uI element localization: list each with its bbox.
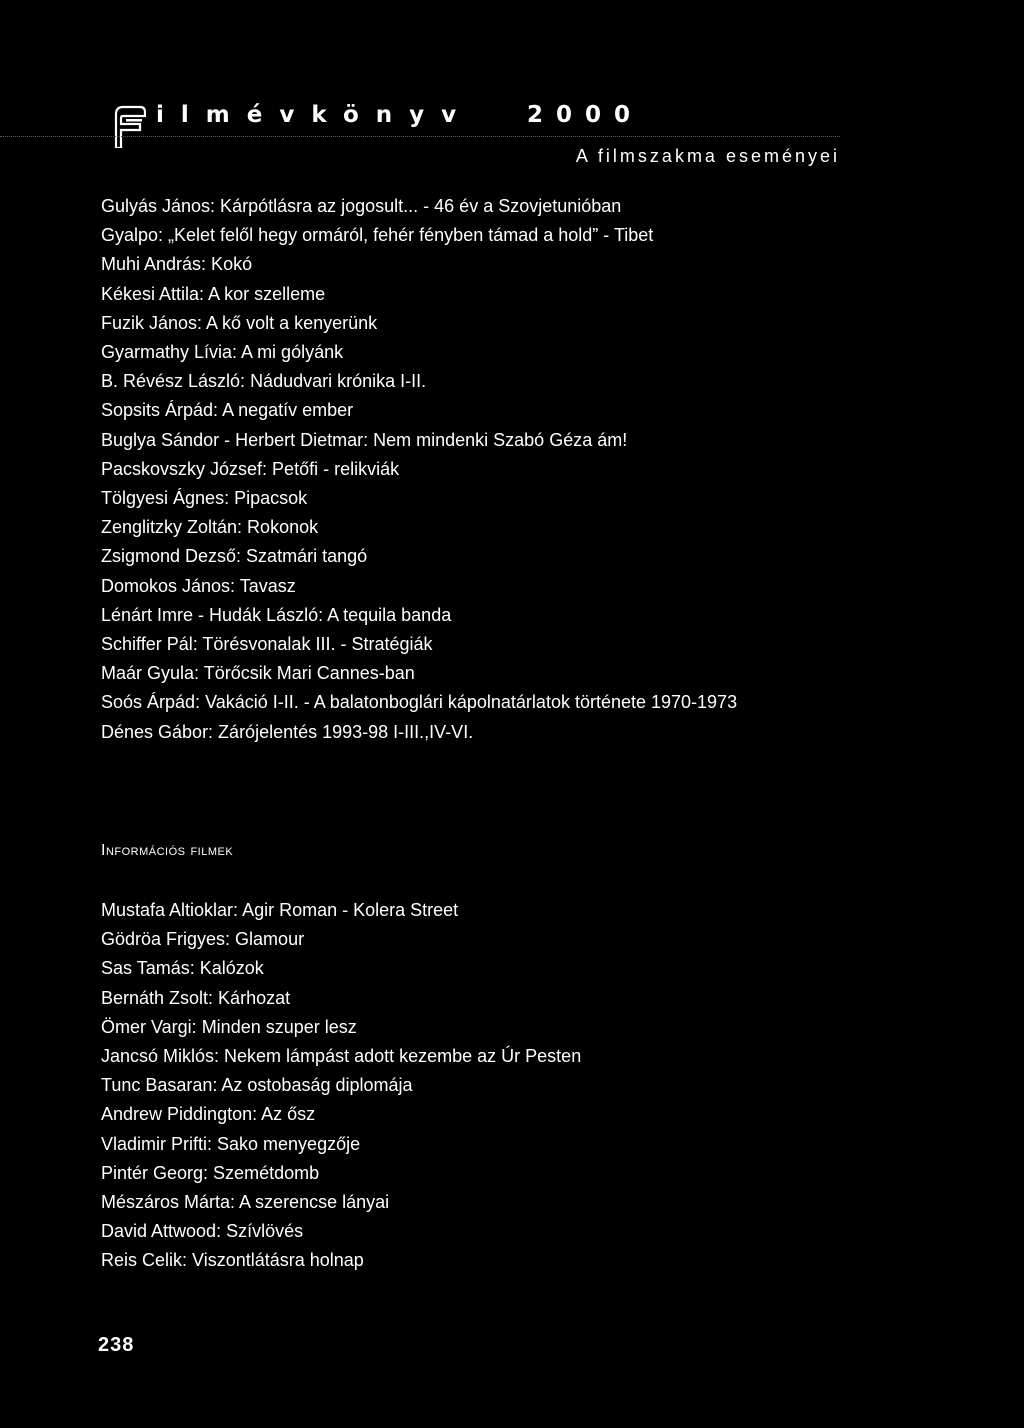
list-item: Pintér Georg: Szemétdomb bbox=[101, 1162, 320, 1183]
list-item: Muhi András: Kokó bbox=[101, 254, 253, 275]
list-item: Ömer Vargi: Minden szuper lesz bbox=[101, 1016, 357, 1037]
list-item: Gyalpo: „Kelet felől hegy ormáról, fehér fényben támad a hold” - Tibet bbox=[101, 225, 654, 246]
list-item: Gödröa Frigyes: Glamour bbox=[101, 929, 305, 950]
film-list bbox=[101, 192, 841, 747]
section-heading-information-films: Információs filmek bbox=[101, 842, 234, 859]
list-item: Mustafa Altioklar: Agir Roman - Kolera Street bbox=[101, 900, 459, 920]
page-number: 238 bbox=[98, 1334, 135, 1356]
list-item: Andrew Piddington: Az ősz bbox=[101, 1104, 316, 1125]
list-item: Kékesi Attila: A kor szelleme bbox=[101, 283, 326, 304]
header-subtitle: A filmszakma eseményei bbox=[575, 146, 840, 166]
list-item: Dénes Gábor: Zárójelentés 1993-98 I-III.,IV-VI. bbox=[101, 721, 474, 742]
logo-wordmark: ilmévkönyv bbox=[156, 102, 474, 128]
list-item: Reis Celik: Viszontlátásra holnap bbox=[101, 1250, 364, 1271]
list-item: Buglya Sándor - Herbert Dietmar: Nem mindenki Szabó Géza ám! bbox=[101, 429, 628, 450]
list-item: Sopsits Árpád: A negatív ember bbox=[101, 400, 354, 421]
list-item: Lénárt Imre - Hudák László: A tequila banda bbox=[101, 604, 452, 625]
list-item: Domokos János: Tavasz bbox=[101, 575, 296, 596]
list-item: Gyarmathy Lívia: A mi gólyánk bbox=[101, 342, 344, 363]
list-item: Zsigmond Dezső: Szatmári tangó bbox=[101, 546, 368, 567]
list-item: Pacskovszky József: Petőfi - relikviák bbox=[101, 458, 400, 479]
list-item: B. Révész László: Nádudvari krónika I-II. bbox=[101, 371, 427, 392]
list-item: Soós Árpád: Vakáció I-II. - A balatonboglári kápolnatárlatok története 1970-1973 bbox=[101, 692, 738, 713]
list-item: Tunc Basaran: Az ostobaság diplomája bbox=[101, 1075, 413, 1096]
header-dotted-rule bbox=[0, 136, 840, 137]
logo-year: 2000 bbox=[527, 102, 644, 128]
information-film-list bbox=[101, 896, 841, 1276]
filmevkonyv-logo-icon bbox=[112, 104, 146, 148]
page-header bbox=[0, 96, 1024, 176]
list-item: Fuzik János: A kő volt a kenyerünk bbox=[101, 312, 378, 333]
list-item: Gulyás János: Kárpótlásra az jogosult... - 46 év a Szovjetunióban bbox=[101, 196, 622, 216]
list-item: Jancsó Miklós: Nekem lámpást adott kezembe az Úr Pesten bbox=[101, 1046, 582, 1067]
list-item: Tölgyesi Ágnes: Pipacsok bbox=[101, 488, 308, 509]
list-item: Schiffer Pál: Törésvonalak III. - Stratégiák bbox=[101, 634, 433, 655]
list-item: Bernáth Zsolt: Kárhozat bbox=[101, 987, 291, 1008]
list-item: Zenglitzky Zoltán: Rokonok bbox=[101, 517, 319, 538]
list-item: David Attwood: Szívlövés bbox=[101, 1221, 304, 1242]
list-item: Sas Tamás: Kalózok bbox=[101, 958, 264, 979]
list-item: Vladimir Prifti: Sako menyegzője bbox=[101, 1133, 361, 1154]
list-item: Maár Gyula: Törőcsik Mari Cannes-ban bbox=[101, 663, 415, 684]
list-item: Mészáros Márta: A szerencse lányai bbox=[101, 1192, 390, 1213]
